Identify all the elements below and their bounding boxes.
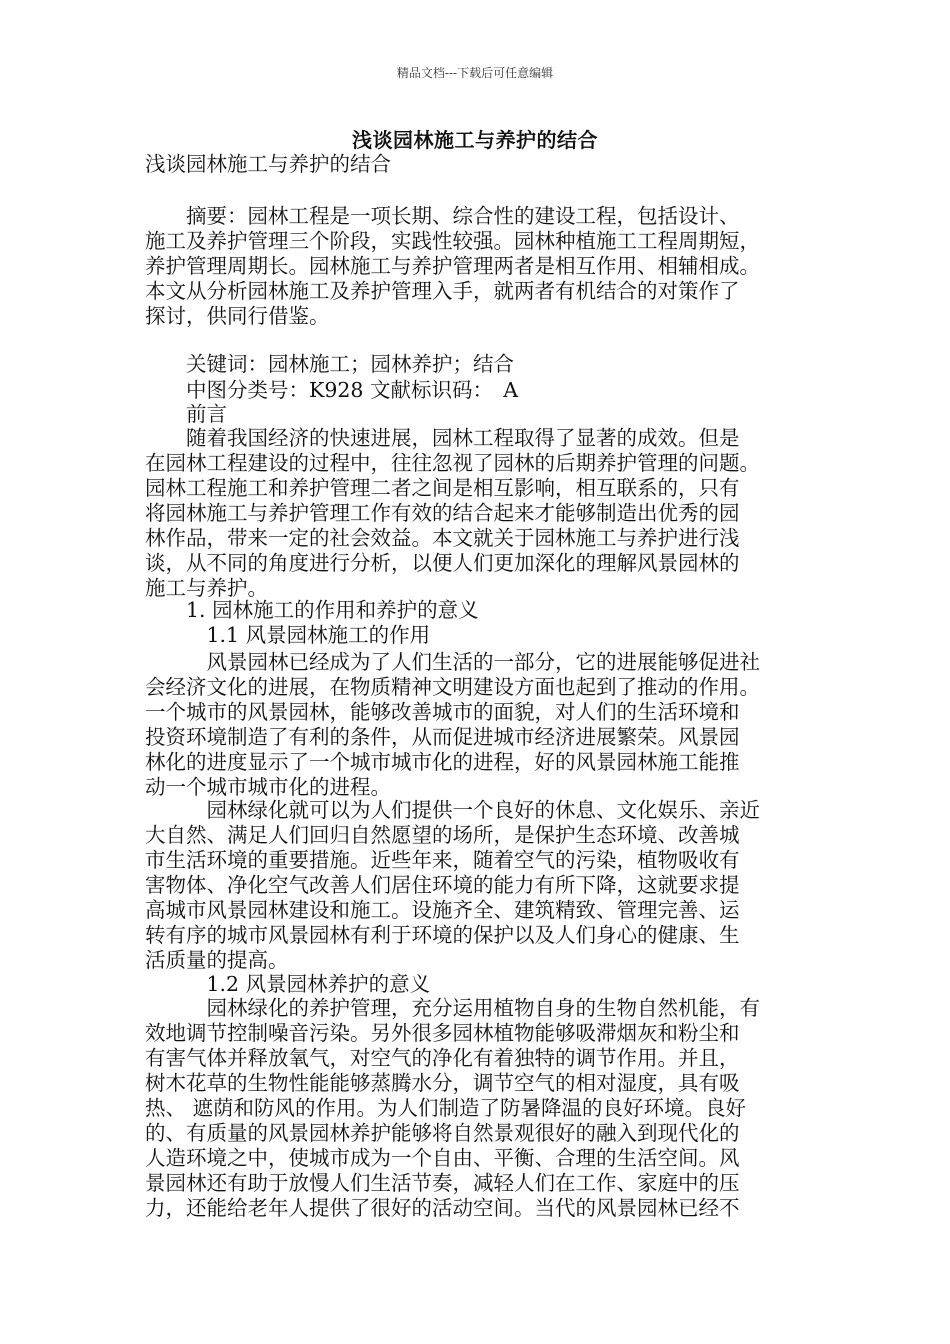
text-line: 风景园林已经成为了人们生活的一部分，它的进展能够促进社 xyxy=(145,650,760,674)
text-line: 前言 xyxy=(145,402,227,426)
text-line: 1.1 风景园林施工的作用 xyxy=(145,623,431,647)
text-line: 中图分类号：K928 文献标识码： A xyxy=(145,378,519,402)
text-line: 本文从分析园林施工及养护管理入手，就两者有机结合的对策作了 xyxy=(145,279,740,303)
text-line: 施工与养护。 xyxy=(145,576,268,600)
text-line: 探讨，供同行借鉴。 xyxy=(145,304,330,328)
text-line: 转有序的城市风景园林有利于环境的保护以及人们身心的健康、生 xyxy=(145,923,740,947)
text-line: 投资环境制造了有利的条件，从而促进城市经济进展繁荣。风景园 xyxy=(145,725,740,749)
text-line: 园林工程施工和养护管理二者之间是相互影响，相互联系的，只有 xyxy=(145,476,740,500)
text-line: 高城市风景园林建设和施工。设施齐全、建筑精致、管理完善、运 xyxy=(145,898,740,922)
text-line: 随着我国经济的快速进展，园林工程取得了显著的成效。但是 xyxy=(145,426,740,450)
document-title: 浅谈园林施工与养护的结合 xyxy=(352,128,598,152)
text-line: 1.2 风景园林养护的意义 xyxy=(145,972,431,996)
text-line: 园林绿化的养护管理，充分运用植物自身的生物自然机能，有 xyxy=(145,996,760,1020)
text-line: 热、 遮荫和防风的作用。为人们制造了防暑降温的良好环境。良好 xyxy=(145,1096,747,1120)
text-line: 有害气体并释放氧气，对空气的净化有着独特的调节作用。并且， xyxy=(145,1046,740,1070)
text-line: 谈，从不同的角度进行分析，以便人们更加深化的理解风景园林的 xyxy=(145,551,740,575)
text-line: 市生活环境的重要措施。近些年来，随着空气的污染，植物吸收有 xyxy=(145,848,740,872)
text-line: 将园林施工与养护管理工作有效的结合起来才能够制造出优秀的园 xyxy=(145,501,740,525)
text-line: 林作品，带来一定的社会效益。本文就关于园林施工与养护进行浅 xyxy=(145,526,740,550)
text-line: 会经济文化的进展，在物质精神文明建设方面也起到了推动的作用。 xyxy=(145,675,760,699)
page-header: 精品文档---下载后可任意编辑 xyxy=(396,66,554,80)
text-line: 的、有质量的风景园林养护能够将自然景观很好的融入到现代化的 xyxy=(145,1121,740,1145)
text-line: 在园林工程建设的过程中，往往忽视了园林的后期养护管理的问题。 xyxy=(145,451,760,475)
text-line: 林化的进度显示了一个城市城市化的进程，好的风景园林施工能推 xyxy=(145,750,740,774)
text-line: 人造环境之中，使城市成为一个自由、平衡、合理的生活空间。风 xyxy=(145,1146,740,1170)
text-line: 效地调节控制噪音污染。另外很多园林植物能够吸滞烟灰和粉尘和 xyxy=(145,1021,740,1045)
text-line: 力，还能给老年人提供了很好的活动空间。当代的风景园林已经不 xyxy=(145,1196,740,1220)
text-line: 关键词：园林施工；园林养护；结合 xyxy=(145,352,514,376)
text-line: 活质量的提高。 xyxy=(145,948,289,972)
text-line: 大自然、满足人们回归自然愿望的场所，是保护生态环境、改善城 xyxy=(145,823,740,847)
text-line: 摘要：园林工程是一项长期、综合性的建设工程，包括设计、 xyxy=(145,204,740,228)
text-line: 养护管理周期长。园林施工与养护管理两者是相互作用、相辅相成。 xyxy=(145,254,760,278)
text-line: 园林绿化就可以为人们提供一个良好的休息、文化娱乐、亲近 xyxy=(145,798,760,822)
text-line: 动一个城市城市化的进程。 xyxy=(145,775,391,799)
text-line: 树木花草的生物性能能够蒸腾水分，调节空气的相对湿度，具有吸 xyxy=(145,1071,740,1095)
text-line: 景园林还有助于放慢人们生活节奏，减轻人们在工作、家庭中的压 xyxy=(145,1171,740,1195)
text-line: 一个城市的风景园林，能够改善城市的面貌，对人们的生活环境和 xyxy=(145,700,740,724)
text-line: 1. 园林施工的作用和养护的意义 xyxy=(145,598,479,622)
text-line: 害物体、净化空气改善人们居住环境的能力有所下降，这就要求提 xyxy=(145,873,740,897)
text-line: 浅谈园林施工与养护的结合 xyxy=(145,152,391,176)
text-line: 施工及养护管理三个阶段，实践性较强。园林种植施工工程周期短， xyxy=(145,229,760,253)
